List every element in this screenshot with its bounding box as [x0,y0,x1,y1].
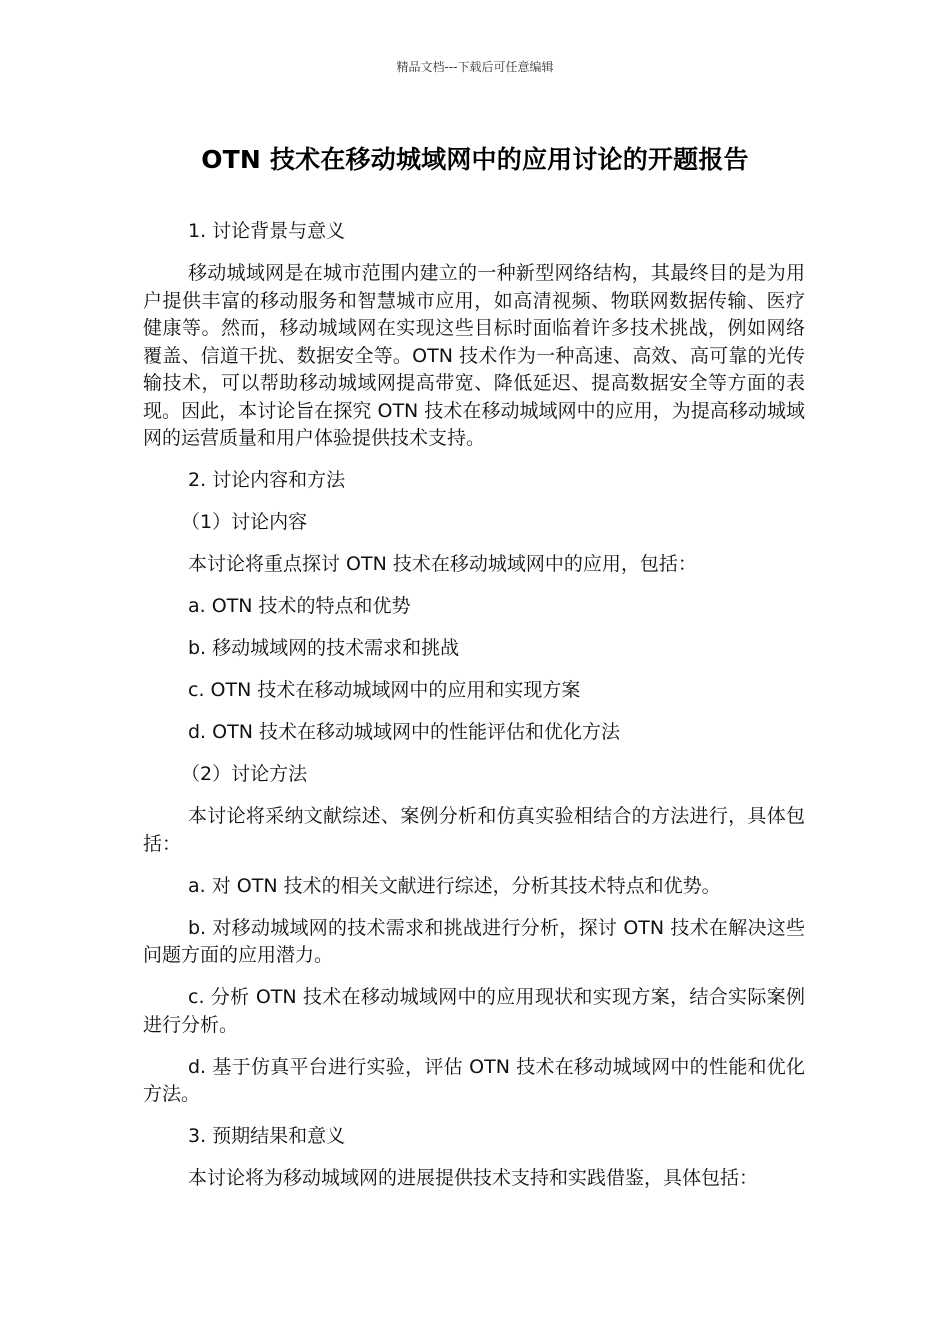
subsection-heading-content: （1）讨论内容 [181,511,308,533]
body-paragraph-expected-results: 本讨论将为移动城域网的进展提供技术支持和实践借鉴，具体包括： [188,1167,759,1189]
document-title: OTN 技术在移动城域网中的应用讨论的开题报告 [201,145,749,174]
section-heading-1: 1. 讨论背景与意义 [188,220,346,242]
list-item: d. 基于仿真平台进行实验，评估 OTN 技术在移动城域网中的性能和优化方法。 [143,1055,805,1105]
list-item: b. 对移动城域网的技术需求和挑战进行分析，探讨 OTN 技术在解决这些问题方面的应用潜力。 [143,916,805,966]
section-heading-3: 3. 预期结果和意义 [188,1125,346,1147]
list-item: a. 对 OTN 技术的相关文献进行综述，分析其技术特点和优势。 [188,874,721,897]
section-heading-2: 2. 讨论内容和方法 [188,469,346,491]
list-item: a. OTN 技术的特点和优势 [188,595,411,617]
list-item: c. 分析 OTN 技术在移动城域网中的应用现状和实现方案，结合实际案例进行分析。 [143,986,805,1036]
list-item: c. OTN 技术在移动城域网中的应用和实现方案 [188,679,581,701]
body-paragraph-method-intro: 本讨论将采纳文献综述、案例分析和仿真实验相结合的方法进行，具体包括： [143,805,805,855]
document-body [143,218,805,1207]
list-item: b. 移动城域网的技术需求和挑战 [188,637,460,659]
body-paragraph-content-intro: 本讨论将重点探讨 OTN 技术在移动城域网中的应用，包括： [188,553,697,575]
subsection-heading-method: （2）讨论方法 [181,763,308,785]
body-paragraph-background: 移动城域网是在城市范围内建立的一种新型网络结构，其最终目的是为用户提供丰富的移动服务和智慧城市应用，如高清视频、物联网数据传输、医疗健康等。然而，移动城域网在实现这些目标时面临着许多技术挑战，例如网络覆盖、信道干扰、数据安全等。OTN 技术作为一种高速、高效、高可靠的光传输技术，可以帮助移动城域网提高带宽、降低延迟、提高数据安全等方面的表现。因此，本讨论旨在探究 OTN 技术在移动城域网中的应用，为提高移动城域网的运营质量和用户体验提供技术支持。 [143,262,805,449]
list-item: d. OTN 技术在移动城域网中的性能评估和优化方法 [188,721,620,743]
header-note: 精品文档---下载后可任意编辑 [396,60,554,74]
